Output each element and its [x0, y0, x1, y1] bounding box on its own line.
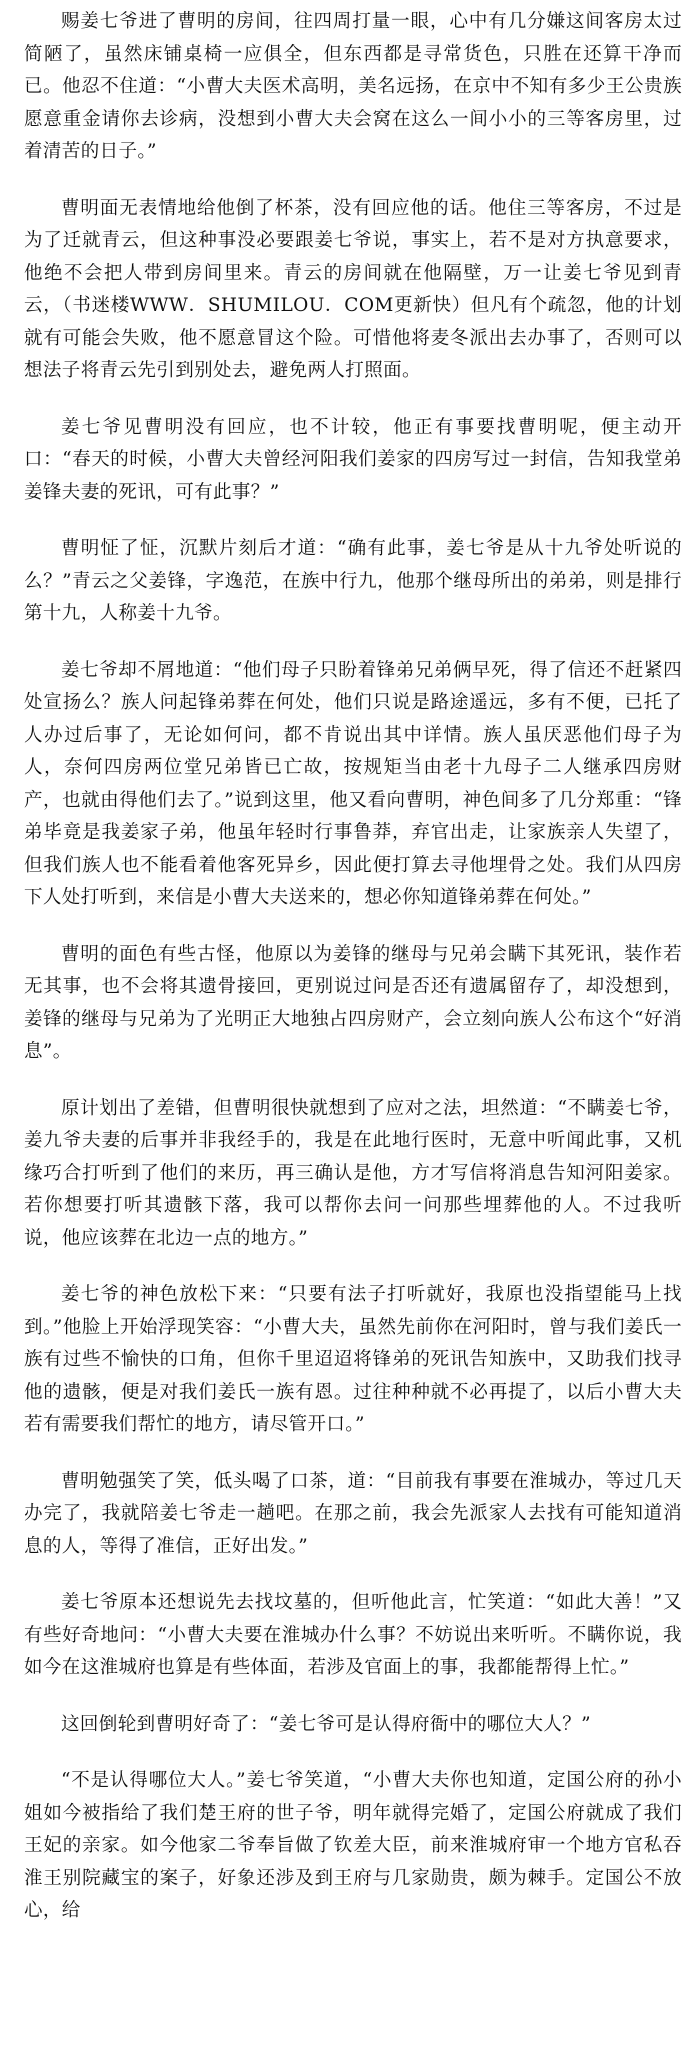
paragraph-gap [24, 915, 682, 939]
paragraph-8: 姜七爷的神色放松下来：“只要有法子打听就好，我原也没指望能马上找到。”他脸上开始浮现笑容：“小曹大夫，虽然先前你在河阳时，曾与我们姜氏一族有过些不愉快的口角，但你千里迢迢将锋弟的死讯告知族中，又助我们找寻他的遗骸，便是对我们姜氏一族有恩。过往种种就不必再提了，以后小曹大夫若有需要我们帮忙的地方，请尽管开口。” [24, 1284, 682, 1435]
paragraph-9: 曹明勉强笑了笑，低头喝了口茶，道：“目前我有事要在淮城办，等过几天办完了，我就陪姜七爷走一趟吧。在那之前，我会先派家人去找有可能知道消息的人，等得了准信，正好出发。” [24, 1470, 682, 1557]
paragraph-5: 姜七爷却不屑地道：“他们母子只盼着锋弟兄弟俩早死，得了信还不赶紧四处宣扬么？族人问起锋弟葬在何处，他们只说是路途遥远，多有不便，已托了人办过后事了，无论如何问，都不肯说出其中详情。族人虽厌恶他们母子为人，奈何四房两位堂兄弟皆已亡故，按规矩当由老十九母子二人继承四房财产，也就由得他们去了。”说到这里，他又看向曹明，神色间多了几分郑重：“锋弟毕竟是我姜家子弟，他虽年轻时行事鲁莽，弃官出走，让家族亲人失望了，但我们族人也不能看着他客死异乡，因此便打算去寻他埋骨之处。我们从四房下人处打听到，来信是小曹大夫送来的，想必你知道锋弟葬在何处。” [24, 659, 682, 908]
paragraph-gap [24, 1069, 682, 1093]
paragraph-2: 曹明面无表情地给他倒了杯茶，没有回应他的话。他住三等客房，不过是为了迁就青云，但这种事没必要跟姜七爷说，事实上，若不是对方执意要求，他绝不会把人带到房间里来。青云的房间就在他隔壁，万一让姜七爷见到青云，（书迷楼WWW．SHUMILOU．COM更新快）但凡有个疏忽，他的计划就有可能会失败，他不愿意冒这个险。可惜他将麦冬派出去办事了，否则可以想法子将青云先引到别处去，避免两人打照面。 [24, 197, 682, 381]
paragraph-gap [24, 169, 682, 193]
paragraph-12: “不是认得哪位大人。”姜七爷笑道，“小曹大夫你也知道，定国公府的孙小姐如今被指给了我们楚王府的世子爷，明年就得完婚了，定国公府就成了我们王妃的亲家。如今他家二爷奉旨做了钦差大臣，前来淮城府审一个地方官私吞淮王别院藏宝的案子，好象还涉及到王府与几家勋贵，颇为棘手。定国公不放心，给 [24, 1770, 682, 1921]
paragraph-gap [24, 1442, 682, 1466]
paragraph-7: 原计划出了差错，但曹明很快就想到了应对之法，坦然道：“不瞒姜七爷，姜九爷夫妻的后事并非我经手的，我是在此地行医时，无意中听闻此事，又机缘巧合打听到了他们的来历，再三确认是他，方才写信将消息告知河阳姜家。若你想要打听其遗骸下落，我可以帮你去问一问那些埋葬他的人。不过我听说，他应该葬在北边一点的地方。” [24, 1097, 682, 1249]
paragraph-gap [24, 388, 682, 412]
paragraph-gap [24, 509, 682, 533]
paragraph-4: 曹明怔了怔，沉默片刻后才道：“确有此事，姜七爷是从十九爷处听说的么？”青云之父姜锋，字逸范，在族中行九，他那个继母所出的弟弟，则是排行第十九，人称姜十九爷。 [24, 538, 682, 624]
paragraph-1: 赐姜七爷进了曹明的房间，往四周打量一眼，心中有几分嫌这间客房太过简陋了，虽然床铺桌椅一应俱全，但东西都是寻常货色，只胜在还算干净而已。他忍不住道：“小曹大夫医术高明，美名远扬，在京中不知有多少王公贵族愿意重金请你去诊病，没想到小曹大夫会窝在这么一间小小的三等客房里，过着清苦的日子。” [24, 11, 682, 162]
paragraph-gap [24, 1255, 682, 1279]
paragraph-11: 这回倒轮到曹明好奇了：“姜七爷可是认得府衙中的哪位大人？” [61, 1713, 592, 1735]
paragraph-gap [24, 1741, 682, 1765]
paragraph-6: 曹明的面色有些古怪，他原以为姜锋的继母与兄弟会瞒下其死讯，装作若无其事，也不会将其遗骨接回，更别说过问是否还有遗属留存了，却没想到，姜锋的继母与兄弟为了光明正大地独占四房财产，会立刻向族人公布这个“好消息”。 [24, 943, 682, 1062]
paragraph-gap [24, 1563, 682, 1587]
paragraph-gap [24, 1685, 682, 1709]
paragraph-3: 姜七爷见曹明没有回应，也不计较，他正有事要找曹明呢，便主动开口：“春天的时候，小曹大夫曾经河阳我们姜家的四房写过一封信，告知我堂弟姜锋夫妻的死讯，可有此事？” [24, 416, 682, 503]
paragraph-gap [24, 631, 682, 655]
paragraph-10: 姜七爷原本还想说先去找坟墓的，但听他此言，忙笑道：“如此大善！”又有些好奇地问：“小曹大夫要在淮城办什么事？不妨说出来听听。不瞒你说，我如今在这淮城府也算是有些体面，若涉及官面上的事，我都能帮得上忙。” [24, 1592, 682, 1678]
